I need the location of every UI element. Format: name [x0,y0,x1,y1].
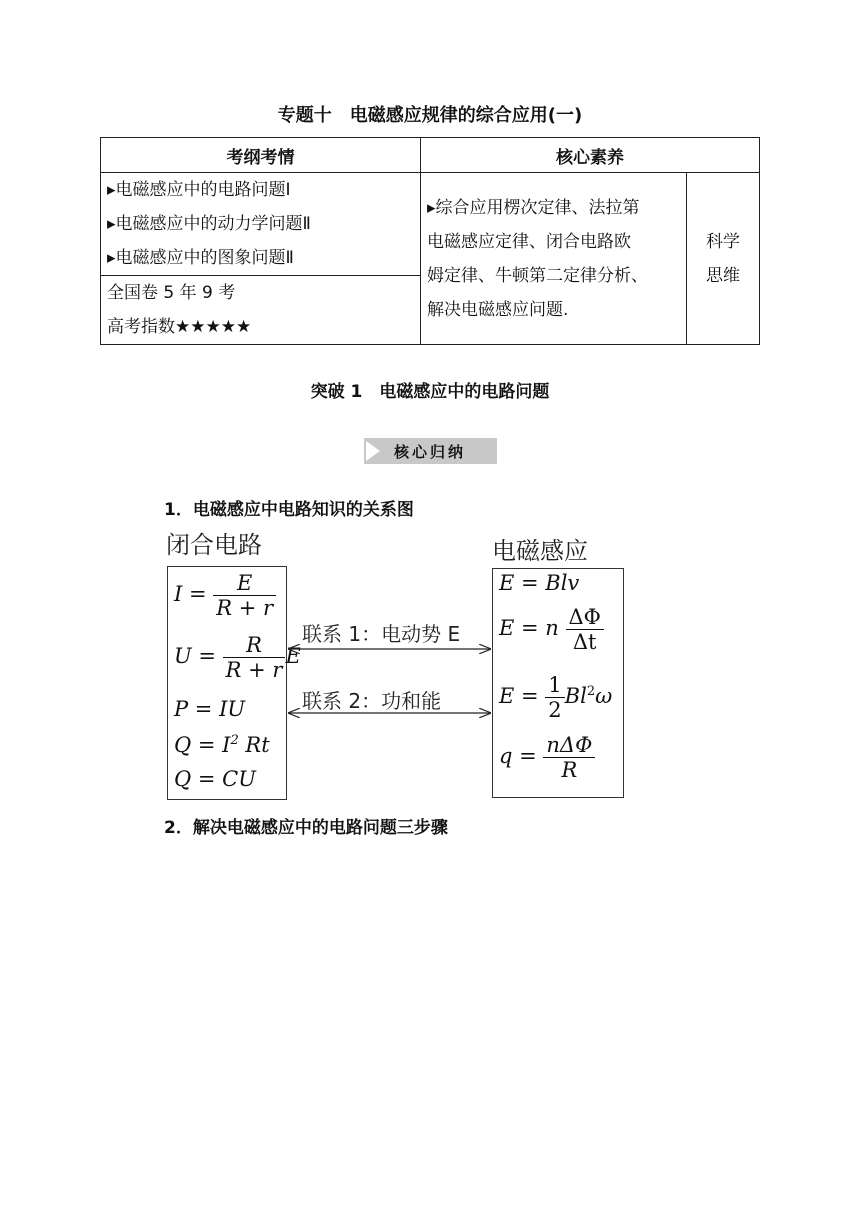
formula-heat: $Q = I^2$ Rt [174,733,270,757]
col-header-core: 核心素养 [421,138,760,173]
core-literacy-text: ▸综合应用楞次定律、法拉第 电磁感应定律、闭合电路欧 姆定律、牛顿第二定律分析、 解决电磁感应问题. [421,173,687,345]
syllabus-item: ▸电磁感应中的电路问题Ⅰ [107,180,291,200]
syllabus-item: ▸电磁感应中的动力学问题Ⅱ [107,214,311,234]
page-title: 专题十 电磁感应规律的综合应用(一) [277,105,583,126]
closed-circuit-label: 闭合电路 [166,531,262,559]
core-literacy-label: 科学 思维 [687,173,760,345]
badge-label: 核心归纳 [394,443,467,461]
link-2-label: 联系 2：功和能 [302,689,442,713]
link-1-label: 联系 1：电动势 E [302,622,461,646]
exam-index: 高考指数★★★★★ [107,317,252,337]
formula-emf-motional: E = Blv [499,571,580,595]
formula-charge-capacitor: Q = CU [174,767,256,791]
section-heading-1: 1．电磁感应中电路知识的关系图 [164,500,414,520]
syllabus-item: ▸电磁感应中的图象问题Ⅱ [107,248,294,268]
col-header-syllabus: 考纲考情 [101,138,421,173]
formula-current: I = $\frac{E}{R + r}$ [174,571,276,620]
formula-emf-rotation: E = $\frac{1}{2}$ Bl$^2$ω [499,673,613,722]
breakthrough-heading: 突破 1 电磁感应中的电路问题 [310,382,550,402]
em-induction-label: 电磁感应 [492,537,588,565]
exam-count: 全国卷 5 年 9 考 [107,283,236,303]
formula-voltage: U = $\frac{R}{R + r}$ E [174,633,301,682]
formula-emf-faraday: E = n $\frac{\Delta\Phi}{\Delta t}$ [499,605,604,654]
section-heading-2: 2．解决电磁感应中的电路问题三步骤 [164,818,448,838]
formula-power: P = IU [174,697,246,721]
formula-charge-flux: q = $\frac{\text{nΔΦ}}{R}$ [499,733,595,782]
